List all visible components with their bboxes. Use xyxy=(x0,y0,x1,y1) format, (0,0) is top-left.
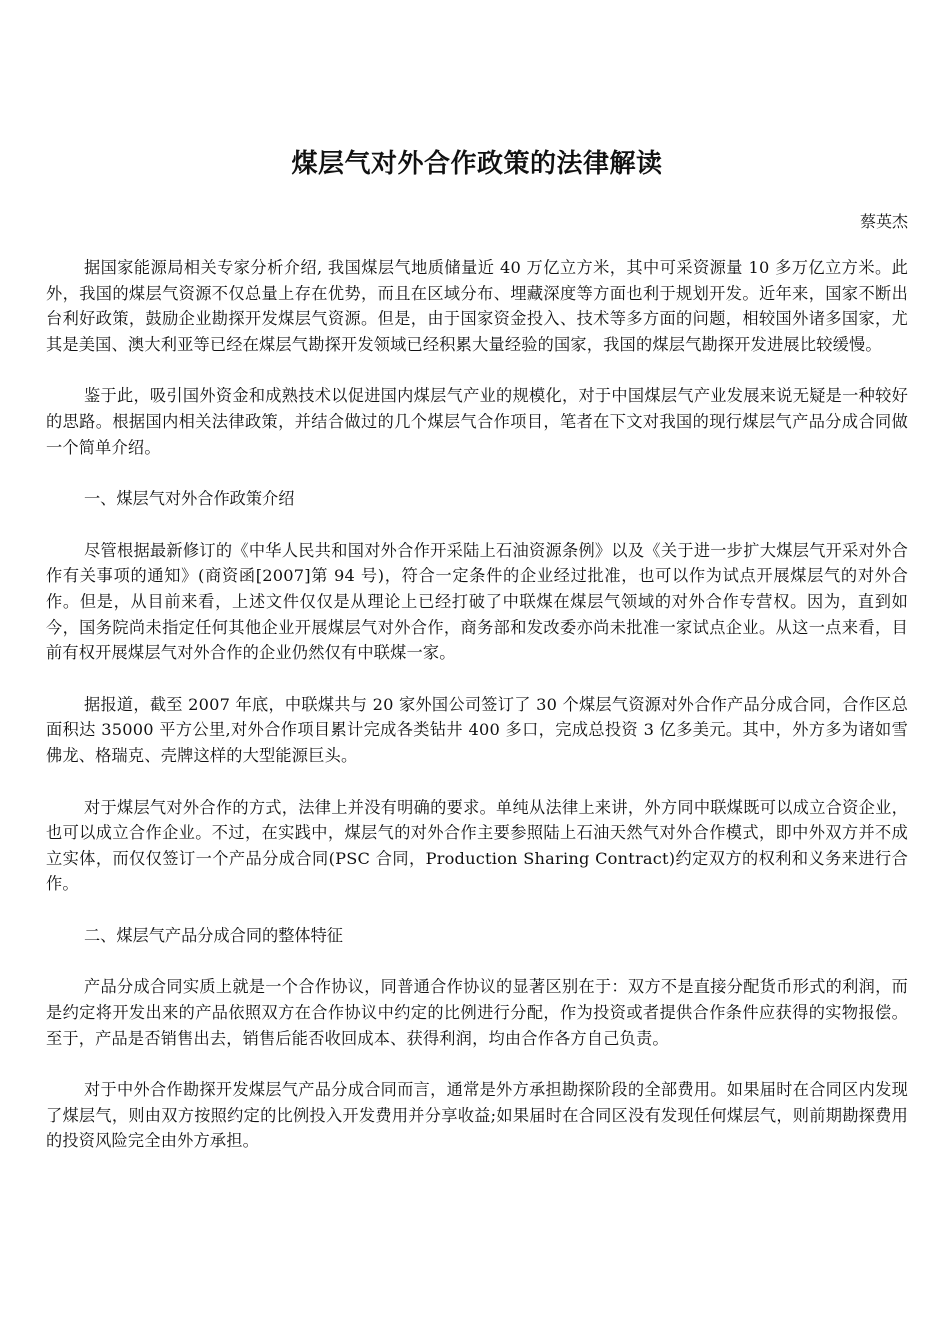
section-2-paragraph-1: 产品分成合同实质上就是一个合作协议，同普通合作协议的显著区别在于：双方不是直接分配货币形式的利润，而是约定将开发出来的产品依照双方在合作协议中约定的比例进行分配，作为投资或者提供合作条件应获得的实物报偿。至于，产品是否销售出去，销售后能否收回成本、获得利润，均由合作各方自己负责。 xyxy=(46,977,908,1048)
section-1-heading: 一、煤层气对外合作政策介绍 xyxy=(84,489,295,509)
section-2-heading: 二、煤层气产品分成合同的整体特征 xyxy=(84,925,343,945)
section-2-paragraph-2: 对于中外合作勘探开发煤层气产品分成合同而言，通常是外方承担勘探阶段的全部费用。如果届时在合同区内发现了煤层气，则由双方按照约定的比例投入开发费用并分享收益;如果届时在合同区没有发现任何煤层气，则前期勘探费用的投资风险完全由外方承担。 xyxy=(46,1080,908,1151)
section-1-paragraph-2: 据报道，截至 2007 年底，中联煤共与 20 家外国公司签订了 30 个煤层气资源对外合作产品分成合同，合作区总面积达 35000 平方公里,对外合作项目累计完成各类钻井 400 多口，完成总投资 3 亿多美元。其中，外方多为诸如雪佛龙、格瑞克、壳牌这样的大型能源巨头。 xyxy=(46,694,908,765)
document-body xyxy=(46,255,908,1154)
document-title: 煤层气对外合作政策的法律解读 xyxy=(291,149,663,179)
intro-paragraph-2: 鉴于此，吸引国外资金和成熟技术以促进国内煤层气产业的规模化，对于中国煤层气产业发展来说无疑是一种较好的思路。根据国内相关法律政策，并结合做过的几个煤层气合作项目，笔者在下文对我国的现行煤层气产品分成合同做一个简单介绍。 xyxy=(46,386,908,457)
section-1-paragraph-1: 尽管根据最新修订的《中华人民共和国对外合作开采陆上石油资源条例》以及《关于进一步扩大煤层气开采对外合作有关事项的通知》(商资函[2007]第 94 号)，符合一定条件的企业经过批准，也可以作为试点开展煤层气的对外合作。但是，从目前来看，上述文件仅仅是从理论上已经打破了中联煤在煤层气领域的对外合作专营权。因为，直到如今，国务院尚未指定任何其他企业开展煤层气对外合作，商务部和发改委亦尚未批准一家试点企业。从这一点来看，目前有权开展煤层气对外合作的企业仍然仅有中联煤一家。 xyxy=(46,540,908,663)
author-name: 蔡英杰 xyxy=(859,212,908,231)
intro-paragraph-1: 据国家能源局相关专家分析介绍, 我国煤层气地质储量近 40 万亿立方米，其中可采资源量 10 多万亿立方米。此外，我国的煤层气资源不仅总量上存在优势，而且在区域分布、埋藏深度等方面也利于规划开发。近年来，国家不断出台利好政策，鼓励企业勘探开发煤层气资源。但是，由于国家资金投入、技术等多方面的问题，相较国外诸多国家，尤其是美国、澳大利亚等已经在煤层气勘探开发领域已经积累大量经验的国家，我国的煤层气勘探开发进展比较缓慢。 xyxy=(46,258,908,354)
document-page xyxy=(46,0,908,1180)
section-1-paragraph-3: 对于煤层气对外合作的方式，法律上并没有明确的要求。单纯从法律上来讲，外方同中联煤既可以成立合资企业，也可以成立合作企业。不过，在实践中，煤层气的对外合作主要参照陆上石油天然气对外合作模式，即中外双方并不成立实体，而仅仅签订一个产品分成合同(PSC 合同，Production Sharing Contract)约定双方的权利和义务来进行合作。 xyxy=(46,797,908,894)
